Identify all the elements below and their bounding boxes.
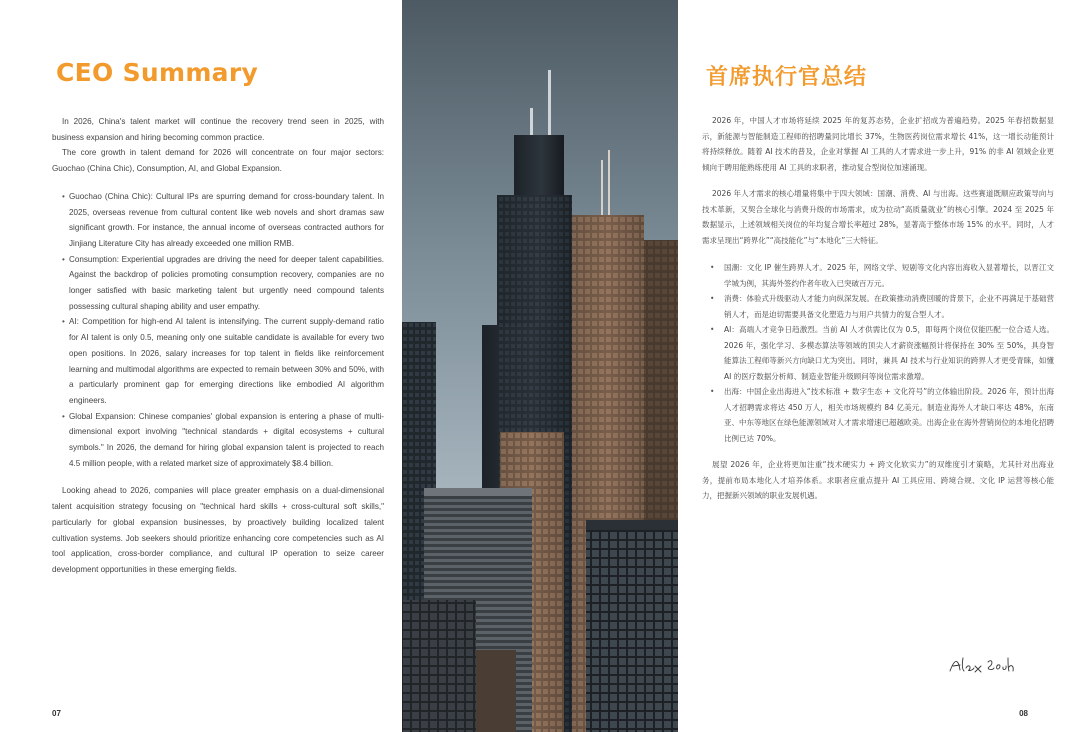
paragraph: The core growth in talent demand for 2026 will concentrate on four major sectors: Guochao (China Chic), Consumption, AI, and Global Expansion. <box>52 148 384 174</box>
paragraph: 2026 年，中国人才市场将延续 2025 年的复苏态势，企业扩招成为普遍趋势。2025 年春招数据显示，新能源与智能制造工程师的招聘量同比增长 37%，生物医药岗位需求增长 41%，这一增长动能预计将持续释放。随着 AI 技术的普及，企业对掌握 AI 工具的人才需求进一步上升，91% 的非 AI 领域企业更倾向于聘用能熟练使用 AI 工具的求职者，推动复合型岗位加速涌现。 <box>702 116 1054 172</box>
right-page <box>678 0 1080 732</box>
closing-paragraph: 展望 2026 年，企业将更加注重“技术硬实力 + 跨文化软实力”的双维度引才策略，尤其针对出海业务，提前布局本地化人才培养体系。求职者应重点提升 AI 工具应用、跨境合规、文化 IP 运营等核心能力，把握新兴领域的职业发展机遇。 <box>702 460 1054 500</box>
list-item: • 国潮：文化 IP 催生跨界人才。2025 年，网络文学、短剧等文化内容出海收入显著增长，以晋江文学城为例，其海外签约作者年收入已突破百万元。 <box>702 260 1054 291</box>
list-item: • 出海：中国企业出海进入“技术标准 + 数字生态 + 文化符号”的立体输出阶段。2026 年，预计出海人才招聘需求将达 450 万人，相关市场规模约 84 亿美元。制造业海外人才缺口率达 48%，东南亚、中东等地区在绿色能源领域对人才需求增速已超越欧美。出海企业在海外营销岗位的本地化招聘比例已达 70%。 <box>702 384 1054 446</box>
signature-image <box>948 654 1018 676</box>
sector-list-cn <box>702 260 1054 446</box>
page-number: 08 <box>1019 709 1028 718</box>
list-item: • 消费：体验式升级驱动人才能力向纵深发展。在政策推动消费回暖的背景下，企业不再满足于基础营销人才，而是迫切需要具备文化塑造力与用户共情力的复合型人才。 <box>702 291 1054 322</box>
summary-body-en <box>52 114 384 578</box>
page-title: CEO Summary <box>56 58 259 87</box>
sector-list <box>52 189 384 472</box>
list-item: • AI: Competition for high-end AI talent is intensifying. The current supply-demand ratio for AI talent is only 0.5, meaning only one suitable candidate is available for every two open positions. In 2026, salary increases for top talent in fields like reinforcement learning and multimodal algorithms are expected to remain between 30% and 50%, with a particularly prominent gap for emerging directions like embodied AI algorithm engineers. <box>52 314 384 408</box>
list-item: • Guochao (China Chic): Cultural IPs are spurring demand for cross-boundary talent. In 2025, overseas revenue from cultural content like web novels and short dramas saw significant growth. For instance, the annual income of overseas contracted authors for Jinjiang Literature City has already exceeded one million RMB. <box>52 189 384 252</box>
skyline-image <box>402 0 678 732</box>
page-number: 07 <box>52 709 61 718</box>
closing-paragraph: Looking ahead to 2026, companies will place greater emphasis on a dual-dimensional talent acquisition strategy focusing on "technical hard skills + cross-cultural soft skills," particularly for global expansion businesses, by proactively building localized talent cultivation systems. Job seekers should prioritize enhancing core competencies such as AI tool application, cross-border compliance, and cultural IP operation to seize career development opportunities in these emerging fields. <box>52 486 384 574</box>
list-item: • Global Expansion: Chinese companies' global expansion is entering a phase of multi-dimensional export involving "technical standards + digital ecosystems + cultural symbols." In 2026, the demand for hiring global expansion talent is projected to reach 4.5 million people, with a related market size of approximately $8.4 billion. <box>52 409 384 472</box>
paragraph: In 2026, China's talent market will continue the recovery trend seen in 2025, with business expansion and hiring becoming common practice. <box>52 117 384 142</box>
list-item: • AI：高端人才竞争日趋激烈。当前 AI 人才供需比仅为 0.5，即每两个岗位仅能匹配一位合适人选。2026 年，强化学习、多模态算法等领域的顶尖人才薪资涨幅预计将保持在 30% 至 50%，具身智能算法工程师等新兴方向缺口尤为突出。同时，兼具 AI 技术与行业知识的跨界人才更受青睐，如懂 AI 的医疗数据分析师、制造业智能升级顾问等岗位需求激增。 <box>702 322 1054 384</box>
page-title-cn: 首席执行官总结 <box>706 65 868 90</box>
left-page <box>0 0 402 732</box>
list-item: • Consumption: Experiential upgrades are driving the need for deeper talent capabilities. Against the backdrop of policies promoting consumption recovery, companies are no longer satisfied with basic marketing talent but urgently need compound talents possessing cultural shaping ability and user empathy. <box>52 252 384 315</box>
city-skyline-photo <box>402 0 678 732</box>
paragraph: 2026 年人才需求的核心增量将集中于四大领域：国潮、消费、AI 与出海。这些赛道既顺应政策导向与技术革新，又契合全球化与消费升级的市场需求，成为拉动“高质量就业”的核心引擎。2024 至 2025 年数据显示，上述领域相关岗位的年均复合增长率超过 28%，显著高于整体市场 15% 的水平。同时，人才需求呈现出“跨界化”“高技能化”与“本地化”三大特征。 <box>702 189 1054 245</box>
summary-body-cn <box>702 113 1054 504</box>
